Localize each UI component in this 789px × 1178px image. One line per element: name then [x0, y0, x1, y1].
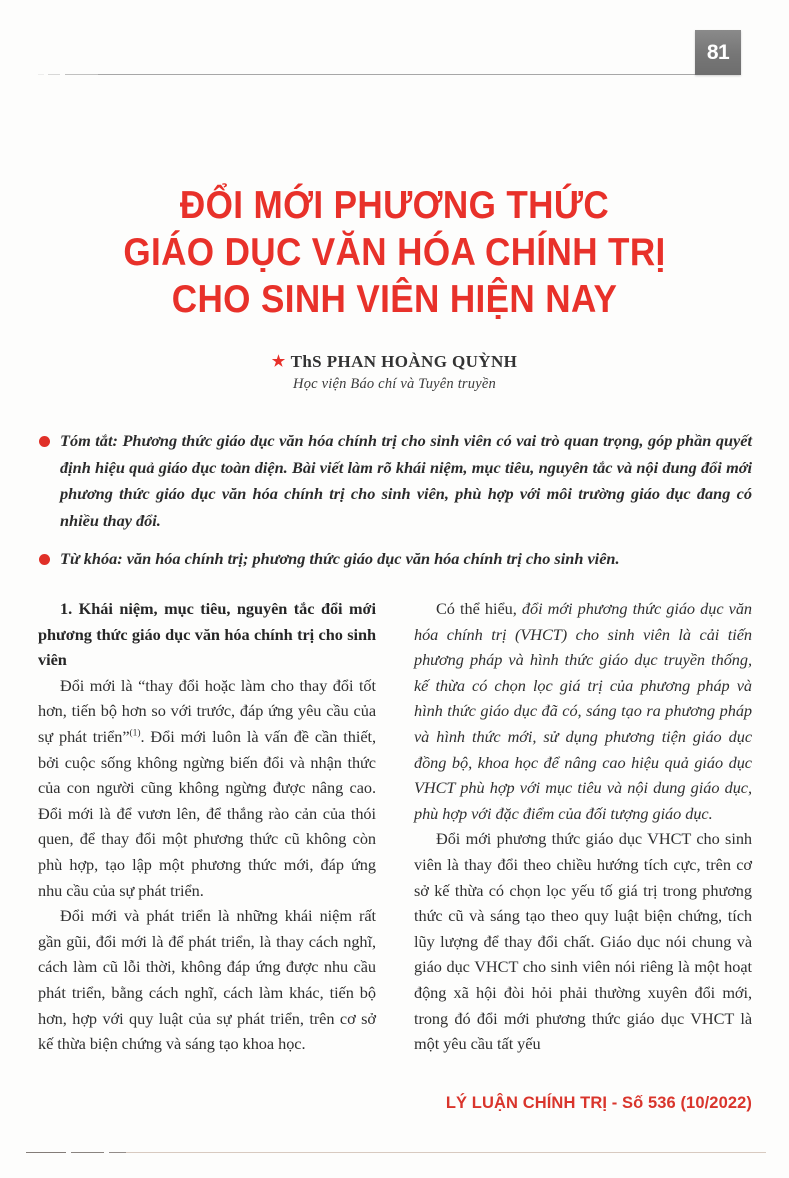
- left-paragraph-1-part-a: Đổi mới là “thay đổi hoặc làm cho thay đổi tốt hơn, tiến bộ hơn so với trước, đáp ứng yêu cầu của sự phát triển”: [38, 675, 376, 746]
- footnote-ref-1: (1): [129, 728, 141, 739]
- right-paragraph-1-lead: Có thể hiểu,: [436, 599, 522, 618]
- abstract-summary-label: Tóm tắt:: [60, 431, 118, 450]
- abstract-block: [38, 428, 752, 573]
- title-line-3: CHO SINH VIÊN HIỆN NAY: [171, 278, 618, 321]
- footer-divider: [26, 1152, 766, 1153]
- bullet-icon: [39, 436, 50, 447]
- right-paragraph-2: Đổi mới phương thức giáo dục VHCT cho sinh viên là thay đổi theo chiều hướng tích cực, trên cơ sở kế thừa có chọn lọc yếu tố giá trị trong phương thức cũ và sáng tạo theo quy luật biện chứng, tích lũy lượng để thay đổi chất. Giáo dục nói chung và giáo dục VHCT cho sinh viên nói riêng là một hoạt động xã hội đòi hỏi phải thường xuyên đổi mới, trong đó đổi mới phương thức giáo dục VHCT là một yêu cầu tất yếu: [414, 829, 752, 1054]
- page-number-badge: 81: [695, 30, 741, 75]
- header-divider: [38, 74, 695, 75]
- byline: [60, 352, 729, 393]
- journal-footer: LÝ LUẬN CHÍNH TRỊ - Số 536 (10/2022): [445, 1094, 752, 1112]
- right-paragraph-1: [414, 596, 752, 826]
- left-paragraph-1-part-b: . Đổi mới luôn là vấn đề cần thiết, bởi cuộc sống không ngừng biến đổi và nhận thức của con người cũng không ngừng được nâng cao. Đổi mới là để vươn lên, để thắng rào cản của thói quen, để thay đổi một phương thức cũ không còn phù hợp, tạo lập một phương thức mới, đáp ứng nhu cầu của sự phát triển.: [38, 726, 376, 900]
- title-line-2: GIÁO DỤC VĂN HÓA CHÍNH TRỊ: [123, 231, 666, 274]
- author-name: ThS PHAN HOÀNG QUỲNH: [290, 352, 518, 371]
- star-icon: ★: [271, 354, 286, 370]
- abstract-summary: [38, 428, 752, 534]
- page-title: [93, 182, 695, 323]
- column-right: [414, 596, 752, 1066]
- author-affiliation: Học viện Báo chí và Tuyên truyền: [293, 376, 496, 392]
- section-heading-1: 1. Khái niệm, mục tiêu, nguyên tắc đổi mới phương thức giáo dục văn hóa chính trị cho sinh viên: [38, 599, 376, 670]
- left-paragraph-1: [38, 673, 376, 903]
- abstract-keywords-text: văn hóa chính trị; phương thức giáo dục văn hóa chính trị cho sinh viên.: [122, 549, 620, 568]
- author-name-row: [272, 352, 518, 372]
- abstract-summary-text: Phương thức giáo dục văn hóa chính trị cho sinh viên có vai trò quan trọng, góp phần quyết định hiệu quả giáo dục toàn diện. Bài viết làm rõ khái niệm, mục tiêu, nguyên tắc và nội dung đổi mới phương thức giáo dục văn hóa chính trị cho sinh viên, phù hợp với môi trường giáo dục đang có nhiều thay đổi.: [60, 431, 753, 530]
- right-paragraph-1-definition: đổi mới phương thức giáo dục văn hóa chính trị (VHCT) cho sinh viên là cải tiến phương pháp và hình thức giáo dục truyền thống, kế thừa có chọn lọc giá trị của phương pháp và hình thức giáo dục đã có, sáng tạo ra phương pháp và hình thức mới, sử dụng phương tiện giáo dục đồng bộ, khoa học để nâng cao hiệu quả giáo dục VHCT phù hợp với mục tiêu và nội dung giáo dục, phù hợp với đặc điểm của đối tượng giáo dục.: [414, 599, 752, 823]
- abstract-keywords-label: Từ khóa:: [60, 549, 123, 568]
- left-paragraph-2: Đổi mới và phát triển là những khái niệm rất gần gũi, đổi mới là để phát triển, là thay cách nghĩ, cách làm cũ lỗi thời, không đáp ứng được nhu cầu phát triển, bằng cách nghĩ, cách làm khác, tiến bộ hơn, hợp với quy luật của sự phát triển, trên cơ sở kế thừa biện chứng và sáng tạo khoa học.: [38, 906, 376, 1054]
- bullet-icon: [39, 554, 50, 565]
- column-left: [38, 596, 376, 1066]
- title-line-1: ĐỔI MỚI PHƯƠNG THỨC: [179, 184, 610, 227]
- body-columns: [38, 596, 752, 1066]
- abstract-keywords: [38, 546, 752, 573]
